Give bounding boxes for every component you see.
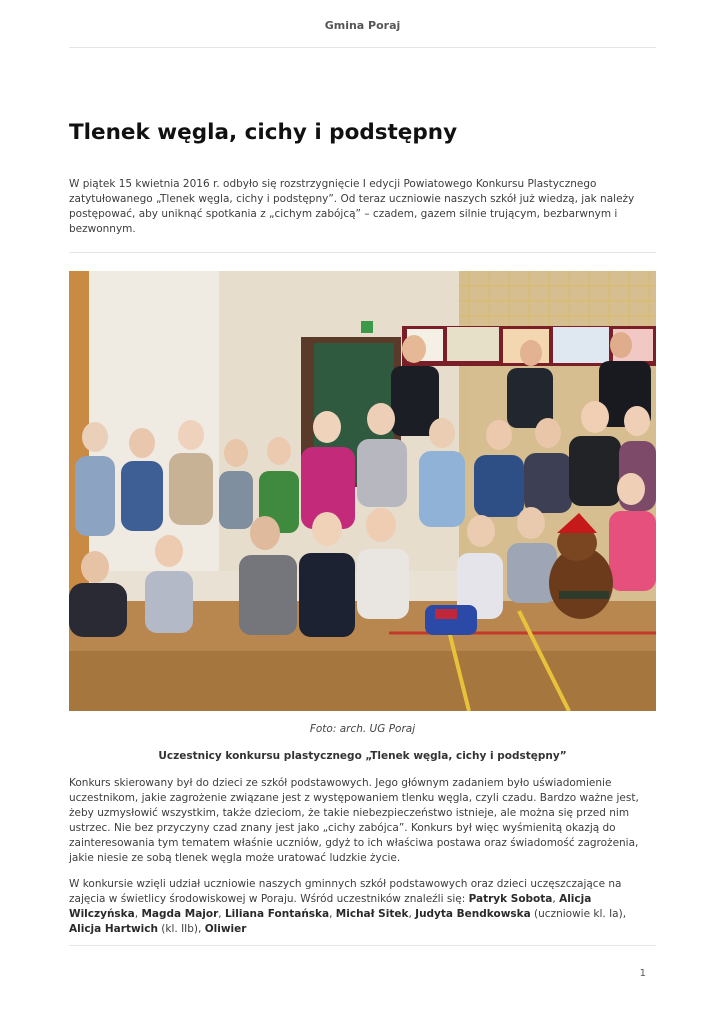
site-name[interactable]: Gmina Poraj — [324, 19, 401, 32]
participant-name: Alicja Wilczyńska — [69, 893, 592, 920]
separator: , — [552, 893, 560, 905]
article-intro: W piątek 15 kwietnia 2016 r. odbyło się rozstrzygnięcie I edycji Powiatowego Konkursu Plastycznego zatytułowanego „Tlenek węgla, cichy i podstępny”. Od teraz uczniowie naszych szkół już wiedzą, jak należy postępować, aby uniknąć spotkania z „cichym zabójcą” – czadem, gazem silnie trującym, bezbarwnym i bezwonnym. — [69, 178, 635, 235]
separator: , — [329, 908, 336, 920]
photo-caption: Foto: arch. UG Poraj — [309, 723, 416, 735]
participant-name: Patryk Sobota — [468, 893, 553, 905]
separator: , — [134, 908, 142, 920]
paragraph-text: (uczniowie kl. Ia), — [530, 908, 627, 920]
photo-subheading: Uczestnicy konkursu plastycznego „Tlenek węgla, cichy i podstępny” — [158, 750, 567, 762]
participant-name: Oliwier — [204, 923, 247, 935]
participant-name: Michał Sitek — [335, 908, 409, 920]
body-paragraph-1: Konkurs skierowany był do dzieci ze szkół podstawowych. Jego głównym zadaniem było uświadomienie uczestnikom, jakie zagrożenie związane jest z występowaniem tlenku węgla, czyli czadu. Bardzo ważne jest, żeby uzmysłowić wszystkim, także dzieciom, że takie niebezpieczeństwo istnieje, ale można się przed nim ustrzec. Nie bez przyczyny czad znany jest jako „cichy zabójca”. Konkurs był więc wyśmienitą okazją do zainteresowania tym tematem właśnie uczniów, gdyż to ich właściwa postawa oraz świadomość zagrożenia, jakie niesie ze sobą tlenek węgla może uratować ludzkie życie. — [69, 777, 639, 864]
article-title: Tlenek węgla, cichy i podstępny — [69, 120, 458, 145]
participant-name: Judyta Bendkowska — [415, 908, 531, 920]
divider — [69, 252, 656, 253]
participant-name: Alicja Hartwich — [69, 923, 158, 935]
page-number: 1 — [639, 968, 646, 979]
paragraph-text: W konkursie wzięli udział uczniowie naszych gminnych szkół podstawowych oraz dzieci uczęszczające na zajęcia w świetlicy środowiskowej w Poraju. Wśród uczestników znaleźli się: — [69, 878, 622, 905]
group-photo-illustration — [69, 271, 656, 711]
paragraph-text: (kl. IIb), — [157, 923, 205, 935]
site-header — [69, 0, 656, 48]
participant-name: Liliana Fontańska — [224, 908, 330, 920]
separator: , — [218, 908, 225, 920]
participant-name: Magda Major — [141, 908, 219, 920]
group-photo — [69, 271, 656, 711]
body-paragraph-2 — [69, 877, 659, 937]
separator: , — [408, 908, 416, 920]
footer-divider — [69, 945, 656, 946]
